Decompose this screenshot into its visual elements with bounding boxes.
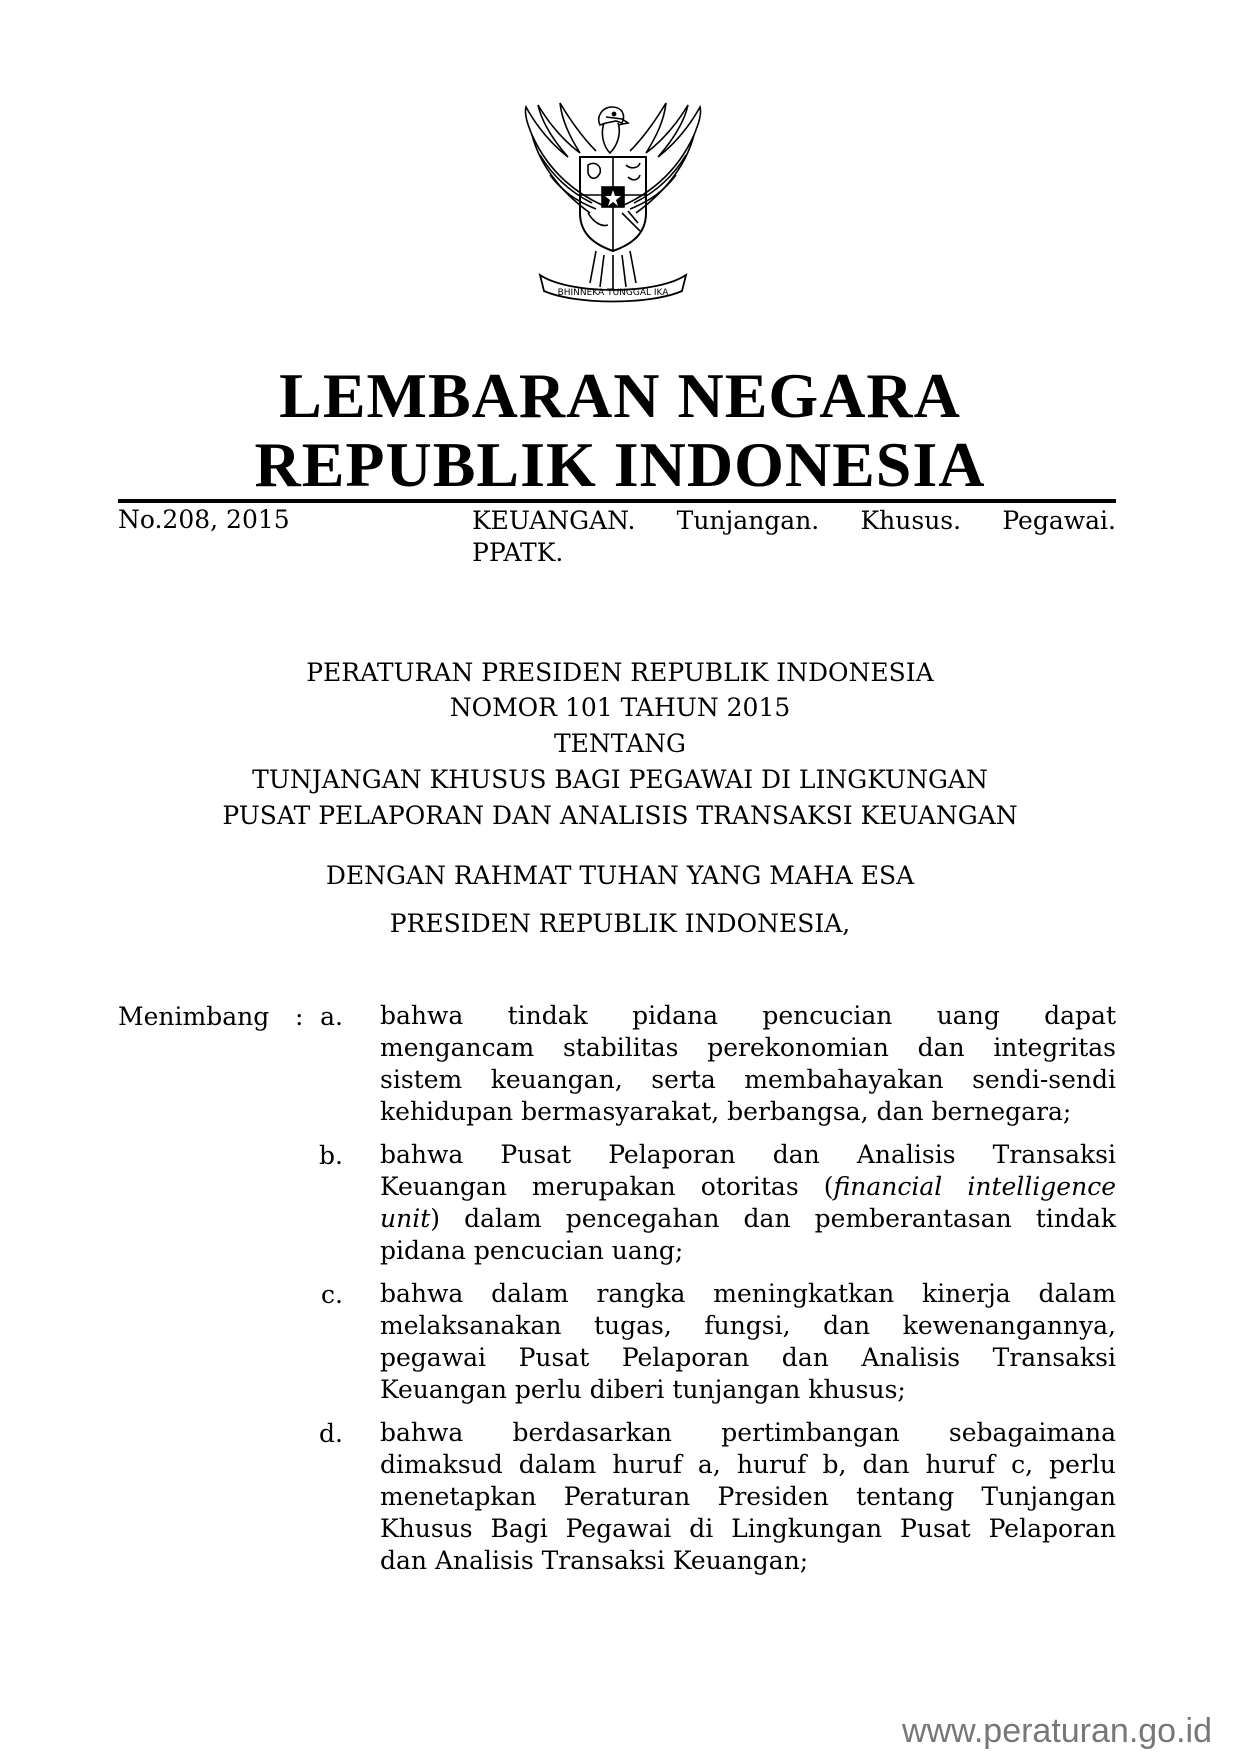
item-line: bahwa berdasarkan pertimbangan sebagaimana	[380, 1418, 1116, 1447]
item-line-text: Keuangan merupakan otoritas (	[380, 1172, 834, 1201]
item-line: Khusus Bagi Pegawai di Lingkungan Pusat Pelaporan	[380, 1514, 1116, 1543]
item-line: kehidupan bermasyarakat, berbangsa, dan bernegara;	[380, 1097, 1072, 1126]
gazette-number: No.208, 2015	[118, 505, 290, 534]
president-heading: PRESIDEN REPUBLIK INDONESIA,	[389, 909, 851, 938]
consideration-item-a	[380, 1000, 1116, 1128]
invocation: DENGAN RAHMAT TUHAN YANG MAHA ESA	[325, 861, 915, 890]
subject-word: Tunjangan.	[676, 506, 820, 535]
item-letter: c.	[321, 1280, 343, 1309]
item-line-italic: unit	[380, 1204, 431, 1233]
item-line: pegawai Pusat Pelaporan dan Analisis Transaksi	[380, 1343, 1116, 1372]
emblem-motto: BHINNEKA TUNGGAL IKA	[557, 288, 669, 298]
title-divider	[118, 499, 1116, 503]
item-line: dimaksud dalam huruf a, huruf b, dan huruf c, perlu	[380, 1450, 1116, 1479]
menimbang-label: Menimbang	[118, 1002, 270, 1031]
item-line: bahwa dalam rangka meningkatkan kinerja dalam	[380, 1279, 1116, 1308]
document-title-line2: REPUBLIK INDONESIA	[254, 429, 986, 500]
consideration-item-d	[380, 1417, 1116, 1577]
subject-word: Khusus.	[860, 506, 962, 535]
subject-line2: PPATK.	[472, 538, 564, 567]
document-title-line1: LEMBARAN NEGARA	[279, 360, 961, 431]
consideration-item-c	[380, 1278, 1116, 1406]
item-line	[380, 1203, 1116, 1235]
gazette-subject	[472, 505, 1116, 569]
item-letter: a.	[320, 1002, 343, 1031]
item-line: sistem keuangan, serta membahayakan sendi-sendi	[380, 1065, 1116, 1094]
regulation-type: PERATURAN PRESIDEN REPUBLIK INDONESIA	[306, 658, 934, 687]
item-line: dan Analisis Transaksi Keuangan;	[380, 1546, 809, 1575]
regulation-subject-line1: TUNJANGAN KHUSUS BAGI PEGAWAI DI LINGKUNGAN	[252, 765, 988, 794]
item-line-italic: financial intelligence	[833, 1172, 1116, 1201]
item-line-text: ) dalam pencegahan dan pemberantasan tindak	[430, 1204, 1116, 1233]
regulation-about: TENTANG	[553, 729, 686, 758]
regulation-number: NOMOR 101 TAHUN 2015	[449, 693, 791, 722]
item-letter: b.	[319, 1141, 343, 1170]
subject-word: KEUANGAN.	[472, 506, 636, 535]
regulation-subject-line2: PUSAT PELAPORAN DAN ANALISIS TRANSAKSI KEUANGAN	[222, 801, 1018, 830]
garuda-emblem-icon	[510, 95, 716, 307]
subject-word: Pegawai.	[1002, 506, 1116, 535]
item-line	[380, 1171, 1116, 1203]
consideration-item-b	[380, 1139, 1116, 1267]
source-watermark: www.peraturan.go.id	[902, 1712, 1212, 1750]
item-line: mengancam stabilitas perekonomian dan integritas	[380, 1033, 1116, 1062]
menimbang-colon: :	[295, 1002, 304, 1031]
item-line: melaksanakan tugas, fungsi, dan kewenangannya,	[380, 1311, 1116, 1340]
item-line: Keuangan perlu diberi tunjangan khusus;	[380, 1375, 906, 1404]
item-letter: d.	[319, 1419, 343, 1448]
item-line: bahwa Pusat Pelaporan dan Analisis Transaksi	[380, 1140, 1116, 1169]
item-line: menetapkan Peraturan Presiden tentang Tunjangan	[380, 1482, 1116, 1511]
item-line: pidana pencucian uang;	[380, 1236, 684, 1265]
item-line: bahwa tindak pidana pencucian uang dapat	[380, 1001, 1116, 1030]
